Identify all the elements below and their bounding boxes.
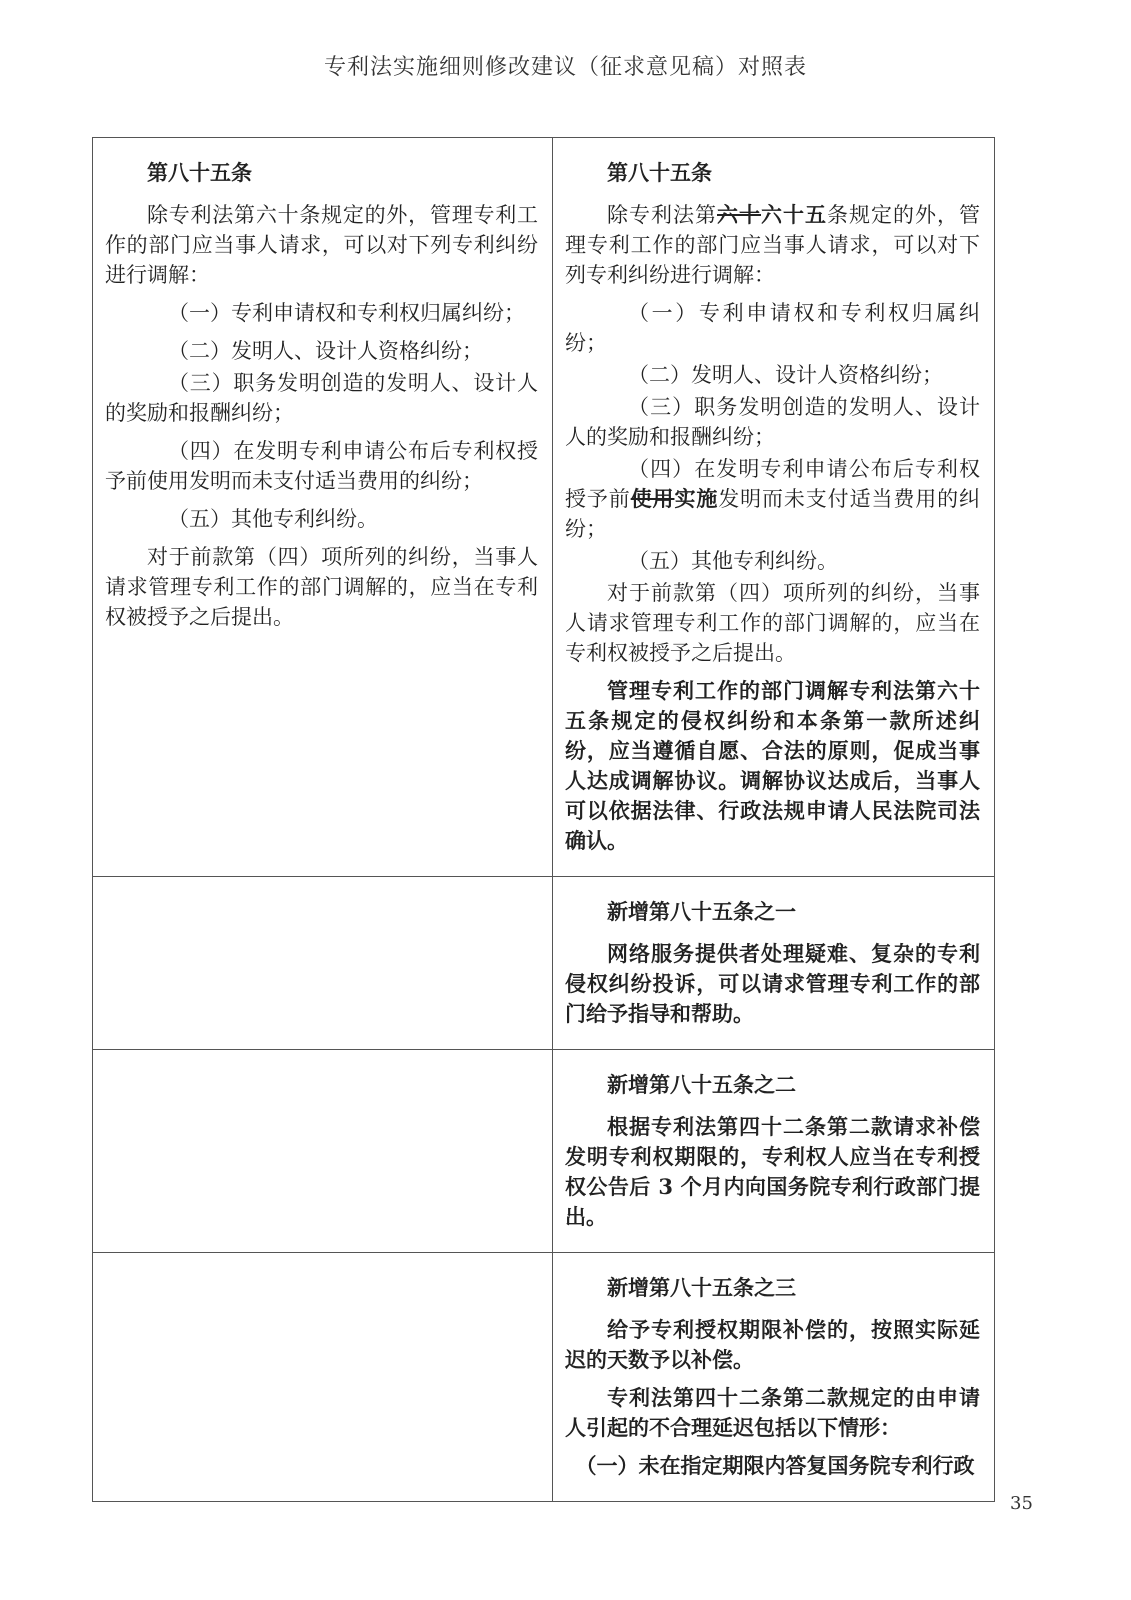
list-item: （一）未在指定期限内答复国务院专利行政 xyxy=(575,1453,975,1478)
table-row xyxy=(93,138,995,877)
list-item: （三）职务发明创造的发明人、设计人的奖励和报酬纠纷； xyxy=(105,371,538,425)
deleted-text: 使用 xyxy=(630,486,675,511)
revised-text-cell xyxy=(553,138,995,877)
deleted-text: 六十 xyxy=(717,202,761,227)
intro-text: 条规定的外，管理专利工作的部门应当事人请求，可以对下列专利纠纷进行调解： xyxy=(565,203,980,287)
article-body: 专利法第四十二条第二款规定的由申请人引起的不合理延迟包括以下情形： xyxy=(565,1385,980,1440)
article-body: 给予专利授权期限补偿的，按照实际延迟的天数予以补偿。 xyxy=(565,1317,980,1372)
article-closing: 对于前款第（四）项所列的纠纷，当事人请求管理专利工作的部门调解的，应当在专利权被授予之后提出。 xyxy=(565,581,980,665)
article-title: 第八十五条 xyxy=(147,160,252,185)
list-item: （二）发明人、设计人资格纠纷； xyxy=(168,339,483,363)
article-title: 新增第八十五条之二 xyxy=(607,1072,796,1097)
article-closing: 对于前款第（四）项所列的纠纷，当事人请求管理专利工作的部门调解的，应当在专利权被授予之后提出。 xyxy=(105,545,538,629)
list-item: （三）职务发明创造的发明人、设计人的奖励和报酬纠纷； xyxy=(565,395,980,449)
article-intro: 除专利法第六十条规定的外，管理专利工作的部门应当事人请求，可以对下列专利纠纷进行调解： xyxy=(105,203,538,287)
article-title: 新增第八十五条之三 xyxy=(607,1275,796,1300)
article-title: 第八十五条 xyxy=(607,160,712,185)
original-text-cell xyxy=(93,1253,553,1502)
list-item: （五）其他专利纠纷。 xyxy=(628,549,838,573)
original-text-cell xyxy=(93,138,553,877)
table-row xyxy=(93,877,995,1050)
article-intro xyxy=(565,200,980,290)
article-body: 根据专利法第四十二条第二款请求补偿发明专利权期限的，专利权人应当在专利授权公告后 3 个月内向国务院专利行政部门提出。 xyxy=(565,1114,980,1229)
comparison-table xyxy=(92,137,995,1502)
list-item: （五）其他专利纠纷。 xyxy=(168,507,378,531)
added-paragraph: 管理专利工作的部门调解专利法第六十五条规定的侵权纠纷和本条第一款所述纠纷，应当遵循自愿、合法的原则，促成当事人达成调解协议。调解协议达成后，当事人可以依据法律、行政法规申请人民法院司法确认。 xyxy=(565,678,980,853)
original-text-cell xyxy=(93,1050,553,1253)
table-row xyxy=(93,1050,995,1253)
list-item: （一）专利申请权和专利权归属纠纷； xyxy=(168,301,525,325)
article-body: 网络服务提供者处理疑难、复杂的专利侵权纠纷投诉，可以请求管理专利工作的部门给予指导和帮助。 xyxy=(565,941,980,1026)
item-text: （四）在发明专利申请公布后专利权授予前 xyxy=(565,457,980,511)
page-title: 专利法实施细则修改建议（征求意见稿）对照表 xyxy=(323,55,807,80)
inserted-text: 六十五 xyxy=(761,202,827,227)
article-title: 新增第八十五条之一 xyxy=(607,899,796,924)
item-text: 发明而未支付适当费用的纠纷； xyxy=(565,487,981,541)
inserted-text: 实施 xyxy=(674,486,719,511)
list-item xyxy=(565,454,980,544)
page-number: 35 xyxy=(1010,1493,1033,1514)
intro-text: 除专利法第 xyxy=(607,203,717,227)
original-text-cell xyxy=(93,877,553,1050)
list-item: （四）在发明专利申请公布后专利权授予前使用发明而未支付适当费用的纠纷； xyxy=(105,439,538,493)
list-item: （二）发明人、设计人资格纠纷； xyxy=(628,363,943,387)
revised-text-cell xyxy=(553,1253,995,1502)
revised-text-cell xyxy=(553,877,995,1050)
revised-text-cell xyxy=(553,1050,995,1253)
list-item: （一）专利申请权和专利权归属纠纷； xyxy=(565,301,980,355)
table-row xyxy=(93,1253,995,1502)
